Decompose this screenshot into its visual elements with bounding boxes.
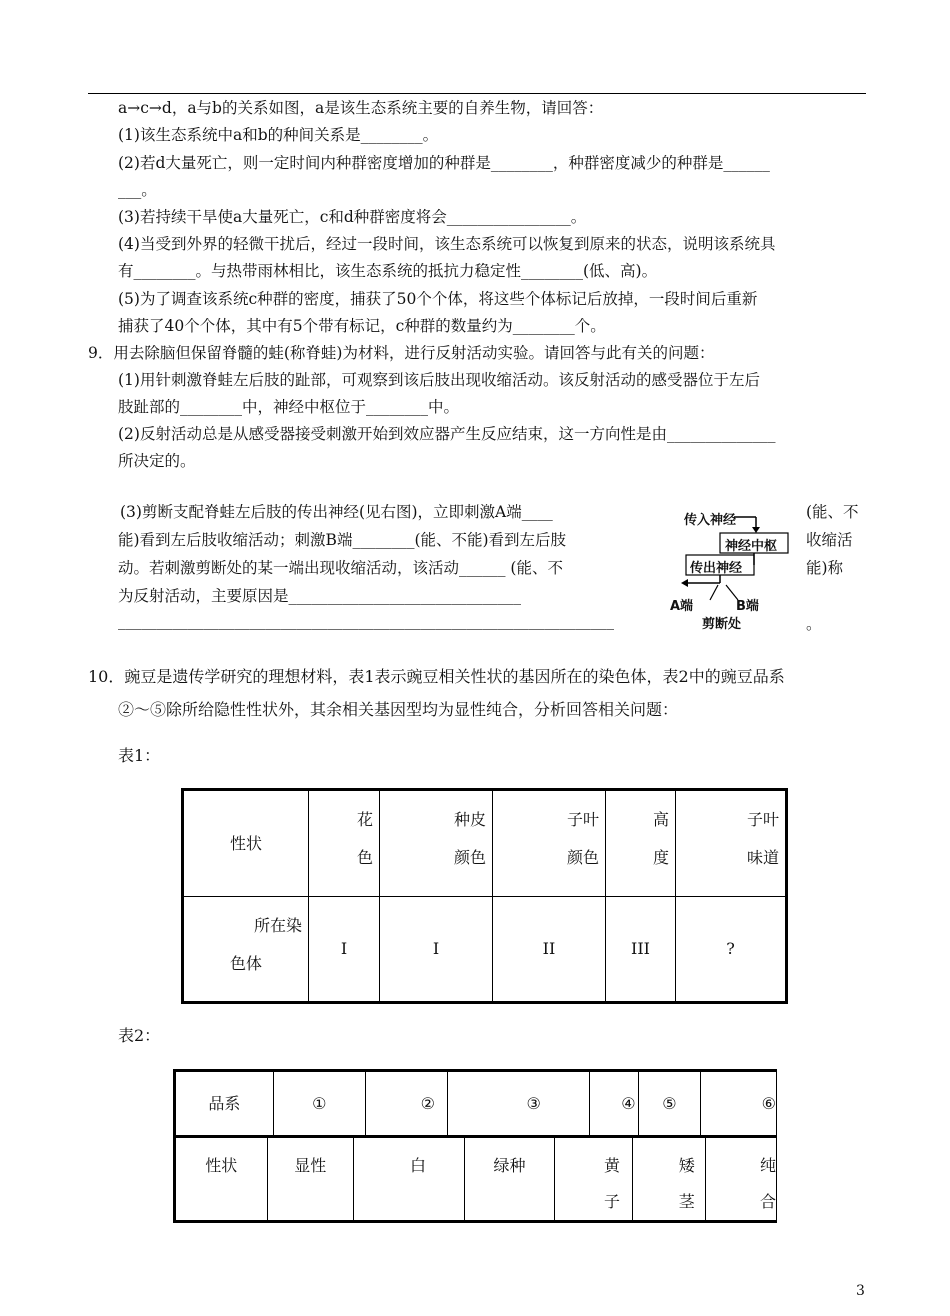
cell-text: 纯 <box>759 1156 776 1175</box>
cell-text: 种皮 <box>453 810 486 829</box>
cell-text: III <box>631 939 650 958</box>
cell-text: 黄 <box>604 1156 621 1175</box>
cell-text: I <box>340 939 348 958</box>
table-cell <box>590 1071 638 1137</box>
cell-text: 色 <box>356 848 373 867</box>
text-line: 能)看到左后肢收缩活动；刺激B端________(能、不能)看到左后肢 <box>118 531 567 549</box>
cell-text: ⑤ <box>662 1094 677 1113</box>
table-cell <box>676 897 787 1003</box>
table-cell <box>183 897 309 1003</box>
text-line: 为反射活动，主要原因是______________________________ <box>118 587 522 605</box>
table-2-clip <box>173 1069 777 1223</box>
cell-text: 性状 <box>229 833 262 853</box>
cell-text: ③ <box>526 1094 541 1113</box>
table-2-row-2 <box>173 1135 777 1223</box>
table-cell <box>606 790 676 897</box>
question-8-1: (1)该生态系统中a和b的种间关系是________。 <box>118 126 439 144</box>
table-cell <box>309 897 380 1003</box>
cell-text: 所在染 <box>253 916 302 935</box>
cell-text: 子 <box>604 1192 621 1211</box>
text-line: 收缩活 <box>806 531 853 549</box>
table-cell <box>705 1136 776 1222</box>
text-line: 肢趾部的________中，神经中枢位于________中。 <box>118 398 460 416</box>
cell-text: 白 <box>410 1156 427 1175</box>
cell-text: 味道 <box>746 848 779 867</box>
text-line: 动。若刺激剪断处的某一端出现收缩活动，该活动______ (能、不 <box>118 559 563 577</box>
table-row <box>175 1071 777 1137</box>
text-line: 捕获了40个个体，其中有5个带有标记，c种群的数量约为________个。 <box>118 317 606 335</box>
question-8-4: (4)当受到外界的轻微干扰后，经过一段时间，该生态系统可以恢复到原来的状态，说明该系统具 <box>118 235 776 253</box>
table-2-label: 表2： <box>118 1026 161 1045</box>
table-1-label: 表1： <box>118 746 161 765</box>
page-number: 3 <box>856 1283 865 1299</box>
table-cell <box>493 897 606 1003</box>
table-cell <box>273 1071 365 1137</box>
text-line: 所决定的。 <box>118 452 196 470</box>
question-10: 10．豌豆是遗传学研究的理想材料，表1表示豌豆相关性状的基因所在的染色体，表2中的豌豆品系 <box>88 667 785 686</box>
cell-text: 矮 <box>678 1156 695 1175</box>
text-line: 能)称 <box>806 559 844 577</box>
table-cell <box>380 790 493 897</box>
table-cell <box>448 1071 590 1137</box>
cell-text: 度 <box>652 848 669 867</box>
table-cell <box>353 1136 464 1222</box>
question-9: 9．用去除脑但保留脊髓的蛙(称脊蛙)为材料，进行反射活动实验。请回答与此有关的问题： <box>88 344 715 362</box>
header-rule <box>88 93 866 94</box>
text-line: ②～⑤除所给隐性性状外，其余相关基因型均为显性纯合，分析回答相关问题： <box>118 700 679 719</box>
question-8-5: (5)为了调查该系统c种群的密度，捕获了50个个体，将这些个体标记后放掉，一段时间后重新 <box>118 290 758 308</box>
table-2 <box>173 1069 777 1138</box>
cell-text: 绿种 <box>493 1156 526 1175</box>
cell-text: 色体 <box>229 954 262 973</box>
text-line: ________________________________________________________________ <box>118 612 614 630</box>
table-cell <box>183 790 309 897</box>
cell-text: 高 <box>652 810 669 829</box>
afferent-nerve-label: 传入神经 <box>684 513 737 528</box>
question-8-3: (3)若持续干旱使a大量死亡，c和d种群密度将会________________。 <box>118 208 587 226</box>
cell-text: 花 <box>356 810 373 829</box>
cell-text: 子叶 <box>566 810 599 829</box>
table-row <box>183 790 787 897</box>
efferent-nerve-label: 传出神经 <box>690 561 743 576</box>
cell-text: ⑥ <box>761 1094 776 1113</box>
text-line: 。 <box>806 615 822 633</box>
text-line: a→c→d，a与b的关系如图，a是该生态系统主要的自养生物，请回答： <box>118 99 604 117</box>
cell-text: 性状 <box>205 1156 238 1175</box>
table-cell <box>701 1071 777 1137</box>
reflex-arc-diagram <box>668 505 808 635</box>
cell-text: ② <box>420 1094 436 1113</box>
end-a-label: A端 <box>670 599 694 614</box>
cell-text: I <box>432 939 440 958</box>
question-9-2: (2)反射活动总是从感受器接受刺激开始到效应器产生反应结束，这一方向性是由______________ <box>118 425 776 443</box>
cell-text: ① <box>312 1094 327 1113</box>
nerve-center-label: 神经中枢 <box>725 539 778 554</box>
table-cell <box>676 790 787 897</box>
cell-text: 茎 <box>678 1192 695 1211</box>
table-1 <box>181 788 788 1004</box>
cell-text: ④ <box>621 1094 636 1113</box>
table-cell <box>606 897 676 1003</box>
cut-point-label: 剪断处 <box>702 617 742 632</box>
cell-text: 合 <box>759 1192 776 1211</box>
end-b-label: B端 <box>736 599 759 614</box>
table-cell <box>493 790 606 897</box>
cell-text: 颜色 <box>453 848 486 867</box>
table-cell <box>633 1136 706 1222</box>
table-row <box>183 897 787 1003</box>
text-line: 有________。与热带雨林相比，该生态系统的抵抗力稳定性________(低、高)。 <box>118 262 658 280</box>
cell-text: 显性 <box>294 1156 327 1175</box>
table-cell <box>267 1136 353 1222</box>
table-cell <box>175 1071 274 1137</box>
table-cell <box>554 1136 632 1222</box>
text-line: (能、不 <box>806 503 859 521</box>
table-cell <box>638 1071 701 1137</box>
table-cell <box>380 897 493 1003</box>
table-cell <box>309 790 380 897</box>
cell-text: ? <box>726 939 735 958</box>
question-8-2: (2)若d大量死亡，则一定时间内种群密度增加的种群是________，种群密度减少的种群是______ <box>118 154 770 172</box>
table-cell <box>365 1071 447 1137</box>
cell-text: 子叶 <box>746 810 779 829</box>
cell-text: 品系 <box>208 1094 241 1113</box>
cell-text: 颜色 <box>566 848 599 867</box>
question-9-1: (1)用针刺激脊蛙左后肢的趾部，可观察到该后肢出现收缩活动。该反射活动的感受器位于左后 <box>118 371 760 389</box>
question-9-3: (3)剪断支配脊蛙左后肢的传出神经(见右图)，立即刺激A端____ <box>120 503 553 521</box>
text-line: ___。 <box>118 181 157 199</box>
table-cell <box>175 1136 268 1222</box>
table-cell <box>465 1136 555 1222</box>
table-row <box>175 1136 777 1222</box>
cell-text: II <box>542 939 556 958</box>
